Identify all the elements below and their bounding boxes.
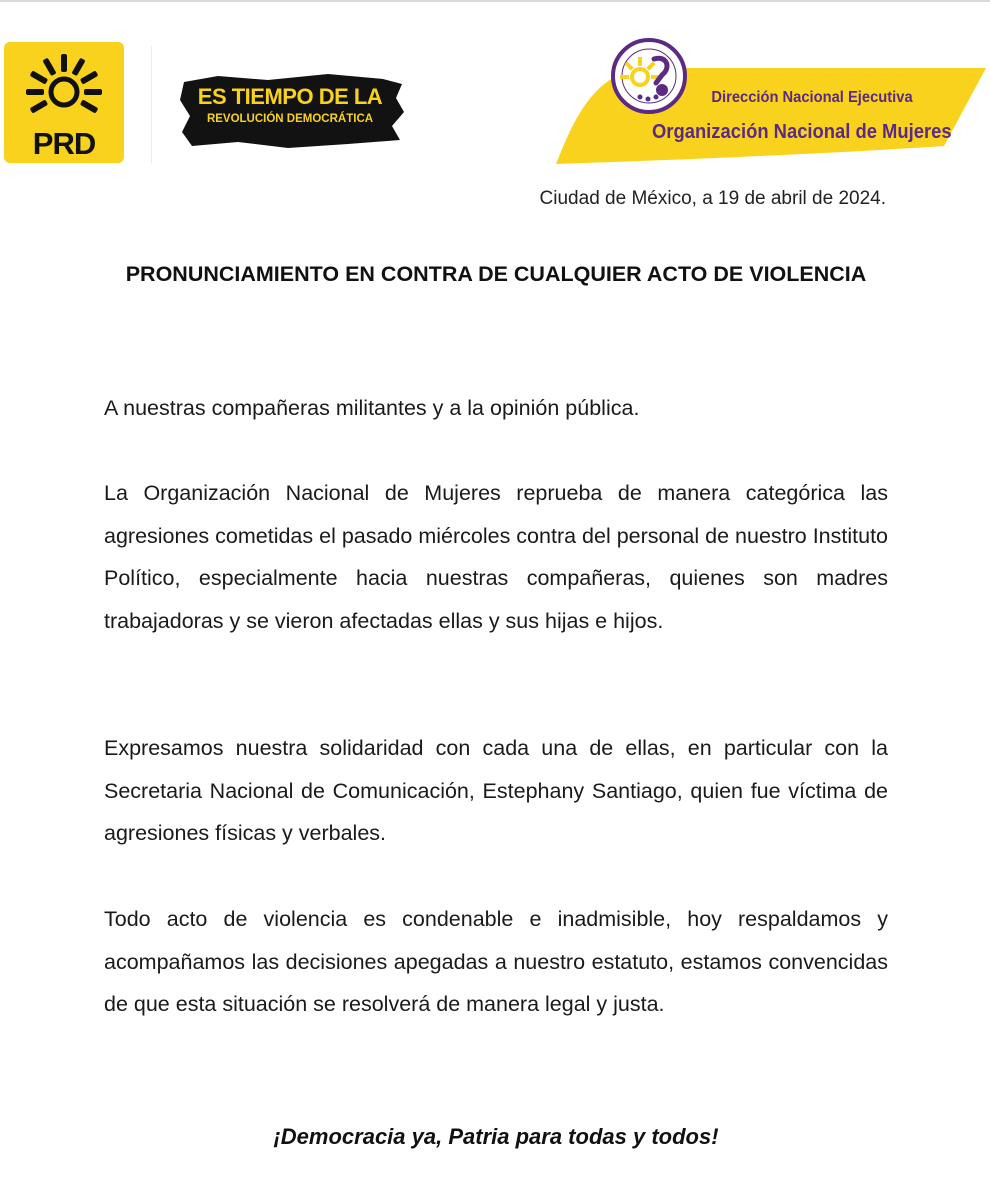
org-line-2: Organización Nacional de Mujeres xyxy=(652,121,952,143)
document-paragraph-3: Todo acto de violencia es condenable e inadmisible, hoy respaldamos y acompañamos las decisiones apegadas a nuestro estatuto, estamos convencidas de que esta situación se resolverá de manera legal y justa. xyxy=(104,907,888,1016)
prd-logo-text: PRD xyxy=(32,126,96,161)
document-title: PRONUNCIAMIENTO EN CONTRA DE CUALQUIER ACTO DE VIOLENCIA xyxy=(125,262,867,286)
document-paragraph-2: Expresamos nuestra solidaridad con cada una de ellas, en particular con la Secretaria Nacional de Comunicación, Estephany Santiago, quien fue víctima de agresiones físicas y verbales. xyxy=(104,736,888,845)
onm-emblem-icon xyxy=(610,37,688,115)
campaign-line-1: ES TIEMPO DE LA xyxy=(197,84,383,109)
document-greeting: A nuestras compañeras militantes y a la opinión pública. xyxy=(104,396,640,420)
campaign-badge xyxy=(178,70,406,150)
document-date: Ciudad de México, a 19 de abril de 2024. xyxy=(539,188,886,209)
top-rule xyxy=(0,0,990,2)
prd-logo xyxy=(4,42,124,163)
org-line-1: Dirección Nacional Ejecutiva xyxy=(711,89,913,106)
closing-slogan: ¡Democracia ya, Patria para todas y todos! xyxy=(273,1124,719,1149)
logo-divider xyxy=(151,46,152,164)
campaign-line-2: REVOLUCIÓN DEMOCRÁTICA xyxy=(206,113,374,125)
onm-header xyxy=(552,34,990,168)
document-paragraph-1: La Organización Nacional de Mujeres reprueba de manera categórica las agresiones cometidas el pasado miércoles contra del personal de nuestro Instituto Político, especialmente hacia nuestras compañeras, quienes son madres trabajadoras y se vieron afectadas ellas y sus hijas e hijos. xyxy=(104,481,889,633)
brush-stroke-icon xyxy=(178,70,406,150)
